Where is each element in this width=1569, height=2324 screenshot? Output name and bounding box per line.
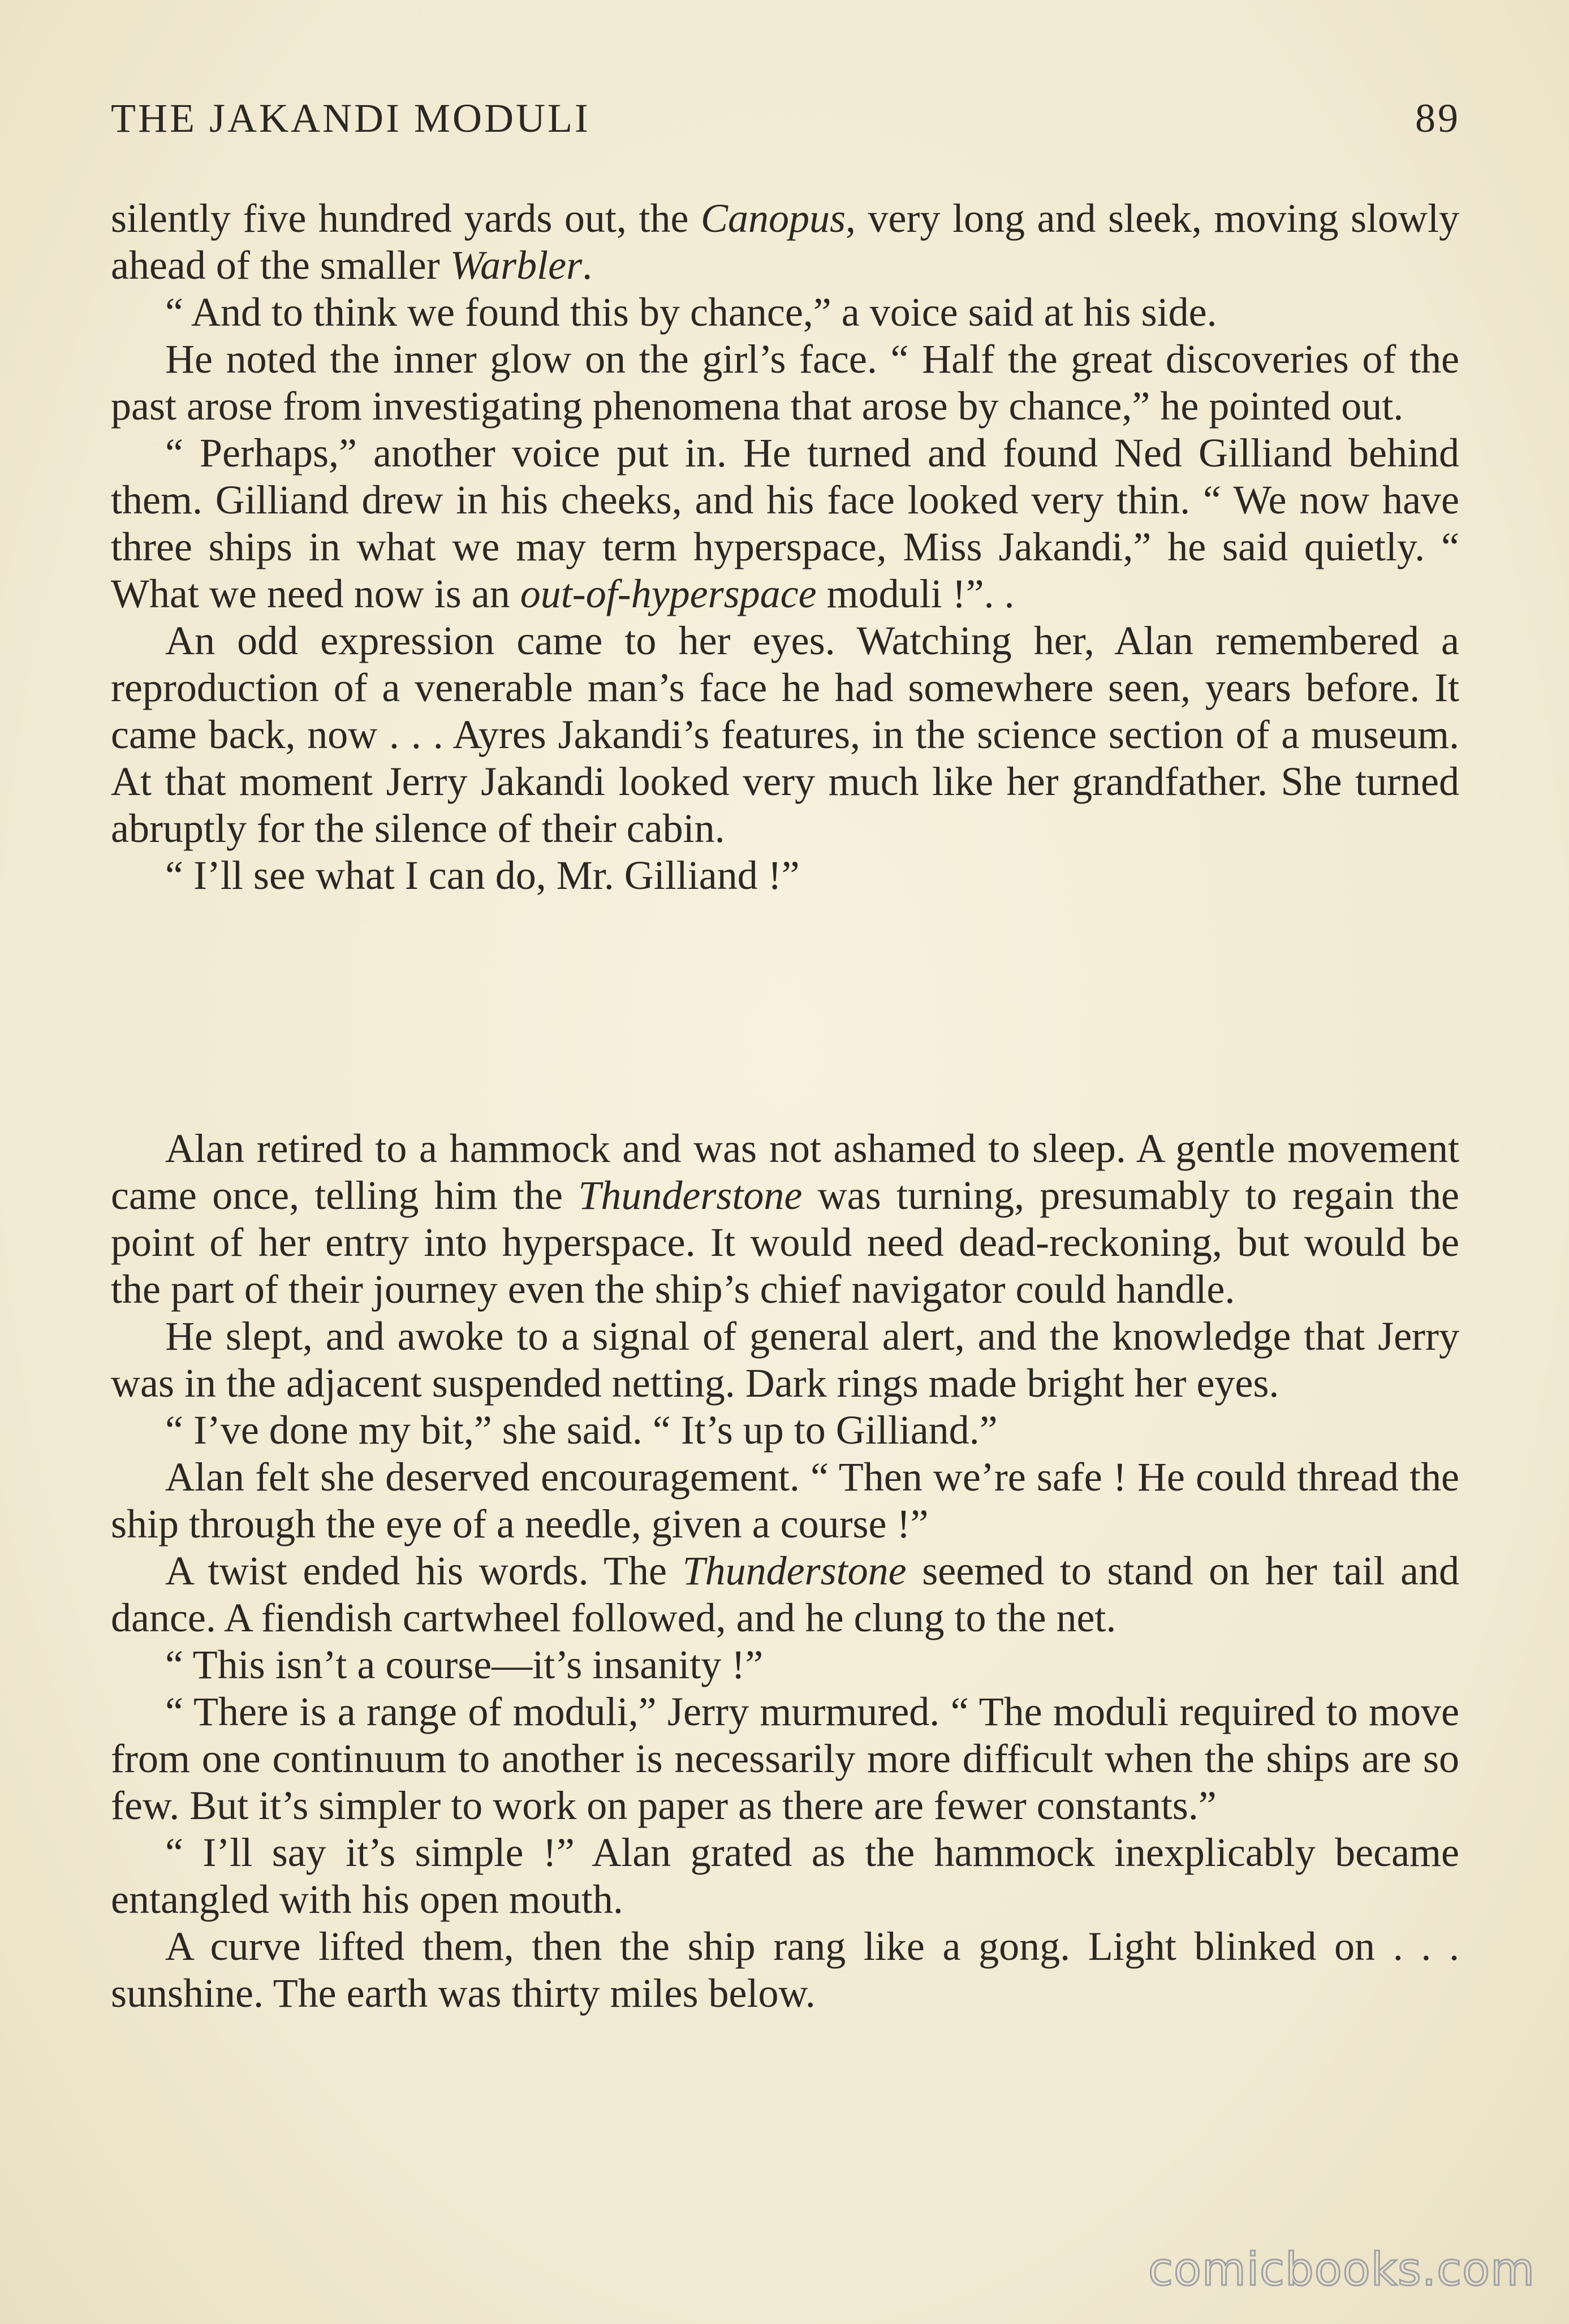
text-run: seemed to stand on her tail and dance. A fiendish cartwheel followed, and he clung to the net. [111, 1548, 1459, 1640]
page-number: 89 [1415, 96, 1460, 141]
paragraph [111, 617, 1459, 852]
paragraph [111, 1313, 1459, 1407]
text-run: moduli !”. . [816, 571, 1015, 616]
text-run: . [582, 243, 593, 288]
paragraph [111, 289, 1459, 336]
paragraph [111, 1923, 1459, 2017]
paragraph [111, 1829, 1459, 1923]
text-run: He noted the inner glow on the girl’s face. “ Half the great discoveries of the past arose from investigating phenomena that arose by chance,” he pointed out. [111, 336, 1459, 429]
text-run: A twist ended his words. The [165, 1548, 683, 1593]
text-section-2 [111, 1125, 1459, 2017]
paragraph [111, 1125, 1459, 1313]
paragraph [111, 430, 1459, 617]
paragraph [111, 1407, 1459, 1454]
text-run: “ I’ve done my bit,” she said. “ It’s up to Gilliand.” [165, 1407, 998, 1453]
paragraph [111, 336, 1459, 430]
running-header [111, 95, 1460, 142]
text-section-1 [111, 195, 1459, 899]
text-run: A curve lifted them, then the ship rang like a gong. Light blinked on . . . sunshine. The earth was thirty miles below. [111, 1924, 1459, 2016]
italic-text-run: Thunderstone [578, 1173, 803, 1218]
paragraph [111, 1548, 1459, 1642]
italic-text-run: Canopus [700, 196, 846, 241]
text-run: “ I’ll see what I can do, Mr. Gilliand !” [165, 853, 800, 898]
paragraph [111, 195, 1459, 289]
text-run: “ Perhaps,” another voice put in. He turned and found Ned Gilliand behind them. Gilliand drew in his cheeks, and his face looked very thin. “ We now have three ships in what we may term hyperspace, Miss Jakandi,” he said quietly. “ What we need now is an [111, 430, 1459, 616]
text-run: “ There is a range of moduli,” Jerry murmured. “ The moduli required to move from one continuum to another is necessarily more difficult when the ships are so few. But it’s simpler to work on paper as there are fewer constants.” [111, 1689, 1459, 1828]
text-run: He slept, and awoke to a signal of general alert, and the knowledge that Jerry was in the adjacent suspended netting. Dark rings made bright her eyes. [111, 1314, 1459, 1406]
text-run: “ I’ll say it’s simple !” Alan grated as the hammock inexplicably became entangled with his open mouth. [111, 1830, 1459, 1922]
site-watermark: comicbooks.com [1148, 2243, 1535, 2296]
running-title: THE JAKANDI MODULI [111, 96, 590, 141]
text-run: was turning, presumably to regain the point of her entry into hyperspace. It would need dead-reckoning, but would be the part of their journey even the ship’s chief navigator could handle. [111, 1173, 1460, 1312]
text-run: Alan felt she deserved encouragement. “ Then we’re safe ! He could thread the ship through the eye of a needle, given a course !” [111, 1454, 1459, 1547]
text-run: , very long and sleek, moving slowly ahead of the smaller [111, 196, 1459, 288]
text-run: “ And to think we found this by chance,” a voice said at his side. [165, 290, 1217, 335]
text-run: silently five hundred yards out, the [111, 196, 701, 241]
paragraph [111, 1688, 1459, 1829]
italic-text-run: Warbler [450, 243, 583, 288]
paragraph [111, 852, 1459, 899]
text-run: An odd expression came to her eyes. Watching her, Alan remembered a reproduction of a venerable man’s face he had somewhere seen, years before. It came back, now . . . Ayres Jakandi’s features, in the science section of a museum. At that moment Jerry Jakandi looked very much like her grandfather. She turned abruptly for the silence of their cabin. [111, 618, 1459, 851]
paragraph [111, 1454, 1459, 1548]
text-run: “ This isn’t a course—it’s insanity !” [165, 1642, 764, 1687]
italic-text-run: Thunderstone [682, 1548, 907, 1593]
italic-text-run: out-of-hyperspace [520, 571, 817, 616]
paragraph [111, 1642, 1459, 1688]
text-run: Alan retired to a hammock and was not ashamed to sleep. A gentle movement came once, telling him the [111, 1126, 1459, 1218]
